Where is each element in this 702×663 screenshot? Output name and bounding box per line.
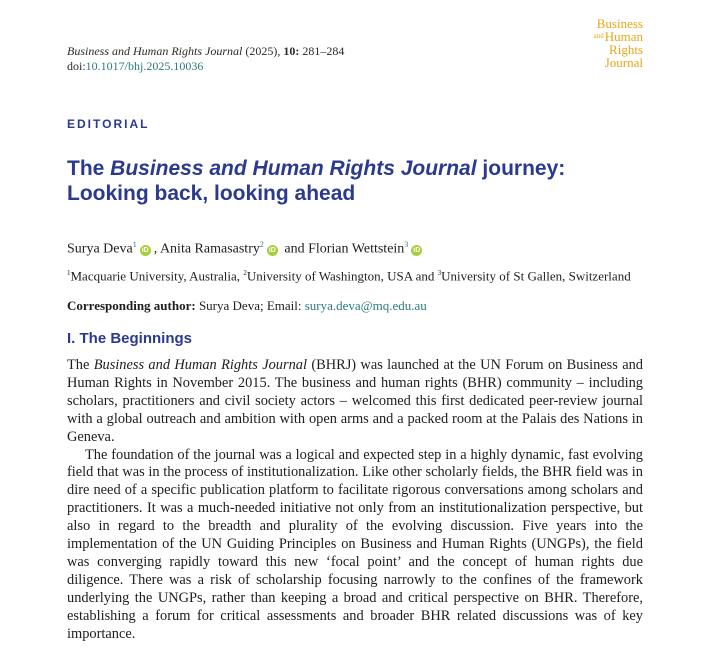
author-list: Surya Deva$^1$iD , Anita Ramasastry$^2$iD and Florian Wettstein$^3$iD (67, 240, 421, 257)
article-type: EDITORIAL (67, 117, 150, 131)
corresponding-label: Corresponding author: (67, 298, 196, 313)
doi-link[interactable]: 10.1017/bhj.2025.10036 (85, 59, 204, 73)
affiliations: $^1$Macquarie University, Australia, $^2$University of Washington, USA and $^3$University of St Gallen, Switzerland (67, 268, 631, 284)
logo-line-2: $^{and}$Human (593, 29, 643, 44)
citation-block (67, 44, 344, 74)
paragraph: The foundation of the journal was a logical and expected step in a highly dynamic, fast evolving field that was in the process of institutionalization. Like other scholarly fields, the BHR field was in dire need of a specific publication platform to facilitate rigorous conversations among scholars and practitioners. It was a much-needed initiative not only from an institutionalization perspective, but also in regard to the breadth and plurality of the evolving discussion. Five years into the implementation of the UN Guiding Principles on Business and Human Rights (UNGPs), the field was converging rapidly toward this new ‘focal point’ and the concept of human rights due diligence. There was a risk of scholarship focusing narrowly to the confines of the framework underlying the UNGPs, rather than keeping a broad and critical perspective on BHR. Therefore, establishing a forum for critical assessments and broader BHR related discussions was of key importance. (67, 446, 643, 642)
affiliation: University of Washington, USA and (246, 268, 438, 284)
author-affil-sup: 1 (132, 240, 137, 249)
author-name: Anita Ramasastry (159, 241, 260, 257)
logo-and: and (593, 32, 604, 40)
citation-pages: 281–284 (302, 44, 345, 58)
citation-line (67, 44, 344, 59)
author-name: Surya Deva (67, 241, 133, 257)
journal-logo (591, 17, 643, 69)
article-body (67, 357, 643, 644)
logo-line-3: Rights (609, 42, 643, 57)
orcid-icon[interactable]: iD (413, 246, 421, 254)
orcid-icon[interactable]: iD (268, 246, 276, 254)
email-link[interactable]: surya.deva@mq.edu.au (304, 298, 427, 313)
author-name: Florian Wettstein (308, 241, 405, 257)
citation-year: (2025), (245, 44, 281, 58)
citation-volume: 10: (283, 44, 300, 58)
paragraph: The Business and Human Rights Journal (BHRJ) was launched at the UN Forum on Business and Human Rights in November 2015. The business and human rights (BHR) community – including scholars, practitioners and civil society actors – welcomed this first dedicated peer-review journal with a global outreach and ambition with open arms and a packed room at the Palais des Nations in Geneva. (67, 357, 643, 445)
author-affil-sup: 2 (259, 240, 264, 249)
journal-name: Business and Human Rights Journal (67, 44, 243, 58)
article-title: The Business and Human Rights Journal journey: Looking back, looking ahead (67, 157, 566, 205)
author-affil-sup: 3 (404, 240, 409, 249)
affiliation: Macquarie University, Australia, (70, 268, 244, 284)
title-italic: Business and Human Rights Journal (110, 157, 477, 180)
logo-line-1: Business (596, 16, 643, 31)
orcid-icon[interactable]: iD (141, 246, 149, 254)
doi-label: doi: (67, 59, 86, 73)
affiliation: University of St Gallen, Switzerland (441, 268, 631, 284)
doi-line (67, 59, 344, 74)
logo-line-4: Journal (604, 55, 643, 70)
section-heading: I. The Beginnings (67, 330, 193, 347)
corresponding-author: Corresponding author: Surya Deva; Email: surya.deva@mq.edu.au (67, 298, 427, 313)
